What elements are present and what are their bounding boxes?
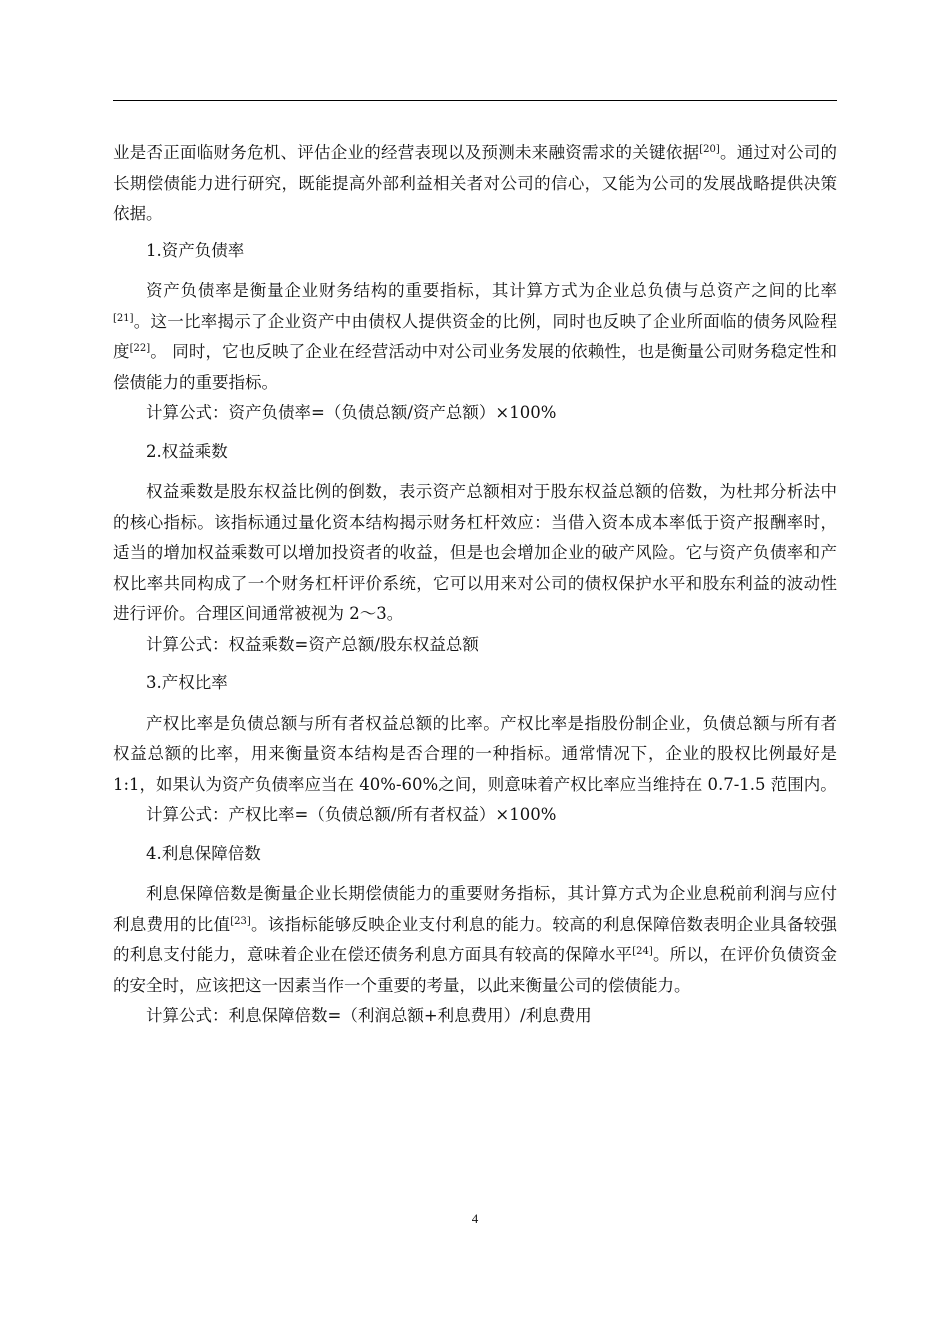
interest-coverage-text-a: 利息保障倍数是衡量企业长期偿债能力的重要财务指标，其计算方式为企业息税前利润与应付利息费用的比值 xyxy=(113,884,837,934)
citation-21: [21] xyxy=(113,312,134,324)
intro-text-a: 业是否正面临财务危机、评估企业的经营表现以及预测未来融资需求的关键依据 xyxy=(113,143,700,162)
interest-coverage-text-c: 。所以，在评价负债资金的安全时，应该把这一因素当作一个重要的考量，以此来衡量公司的偿债能力。 xyxy=(113,945,838,995)
page-number: 4 xyxy=(471,1211,479,1226)
debt-ratio-text-b: 。这一比率揭示了企业资产中由债权人提供资金的比例，同时也反映了企业所面临的债务风险程度 xyxy=(113,311,837,361)
section-heading-interest-coverage: 4.利息保障倍数 xyxy=(146,843,261,863)
citation-24: [24] xyxy=(632,946,653,957)
section-heading-equity-ratio: 3.产权比率 xyxy=(146,673,228,692)
equity-multiplier-paragraph: 权益乘数是股东权益比例的倒数，表示资产总额相对于股东权益总额的倍数，为杜邦分析法中的核心指标。该指标通过量化资本结构揭示财务杠杆效应：当借入资本成本率低于资产报酬率时，适当的增加权益乘数可以增加投资者的收益，但是也会增加企业的破产风险。它与资产负债率和产权比率共同构成了一个财务杠杆评价系统，它可以用来对公司的债权保护水平和股东利益的波动性进行评价。合理区间通常被视为 2～3。 xyxy=(113,482,837,623)
section-heading-debt-ratio: 1.资产负债率 xyxy=(146,240,245,260)
page-body xyxy=(113,138,837,1040)
intro-text-b: 。通过对公司的长期偿债能力进行研究，既能提高外部利益相关者对公司的信心，又能为公司的发展战略提供决策依据。 xyxy=(113,143,838,223)
section-heading-equity-multiplier: 2.权益乘数 xyxy=(146,441,228,461)
citation-23: [23] xyxy=(230,915,251,927)
debt-ratio-text-a: 资产负债率是衡量企业财务结构的重要指标，其计算方式为企业总负债与总资产之间的比率 xyxy=(146,281,837,300)
interest-coverage-text-b: 。该指标能够反映企业支付利息的能力。较高的利息保障倍数表明企业具备较强的利息支付能力，意味着企业在偿还债务利息方面具有较高的保障水平 xyxy=(113,914,838,964)
interest-coverage-formula: 计算公式：利息保障倍数=（利润总额+利息费用）/利息费用 xyxy=(146,1006,592,1025)
citation-20: [20] xyxy=(699,144,720,155)
debt-ratio-paragraph xyxy=(113,276,837,398)
header-rule xyxy=(113,100,837,101)
equity-ratio-formula: 计算公式：产权比率=（负债总额/所有者权益）×100% xyxy=(146,805,557,824)
equity-multiplier-formula: 计算公式：权益乘数=资产总额/股东权益总额 xyxy=(146,634,479,654)
debt-ratio-formula: 计算公式：资产负债率=（负债总额/资产总额）×100% xyxy=(146,403,557,422)
interest-coverage-paragraph xyxy=(113,879,837,1001)
equity-ratio-paragraph: 产权比率是负债总额与所有者权益总额的比率。产权比率是指股份制企业，负债总额与所有者权益总额的比率，用来衡量资本结构是否合理的一种指标。通常情况下，企业的股权比例最好是 1:1，如果认为资产负债率应当在 40%-60%之间，则意味着产权比率应当维持在 0.7-1.5 范围内。 xyxy=(113,713,837,794)
debt-ratio-text-c: 。 同时，它也反映了企业在经营活动中对公司业务发展的依赖性，也是衡量公司财务稳定性和偿债能力的重要指标。 xyxy=(113,342,837,392)
intro-paragraph xyxy=(113,138,837,230)
citation-22: [22] xyxy=(129,343,151,354)
